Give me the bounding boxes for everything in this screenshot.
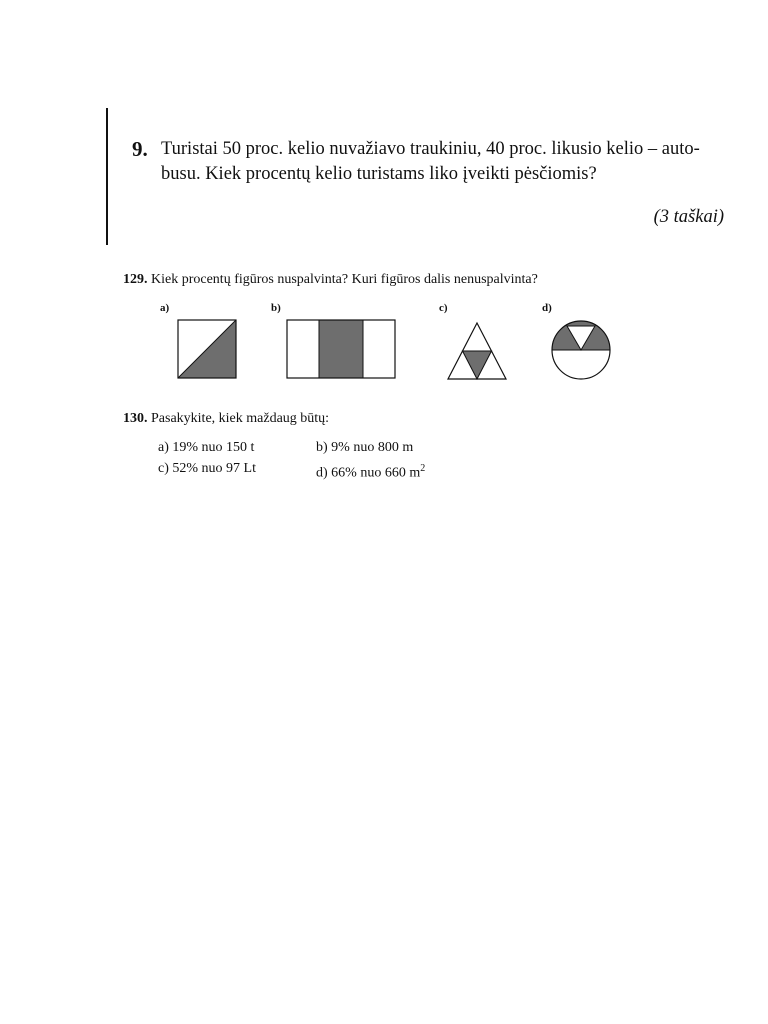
problem-130-item-d <box>316 458 425 484</box>
figure-d-circle <box>549 318 613 382</box>
problem-130-items <box>158 437 425 484</box>
figure-d-label: d) <box>542 302 552 314</box>
figure-c-label: c) <box>439 302 448 314</box>
problem-129-text: Kiek procentų figūros nuspalvinta? Kuri figūros dalis nenuspalvinta? <box>151 272 538 287</box>
problem-130-heading <box>123 410 329 428</box>
item-b-label: b) <box>316 440 328 455</box>
item-d-text: 66% nuo 660 m <box>331 465 421 481</box>
item-a-text: 19% nuo 150 t <box>172 440 255 455</box>
item-a-label: a) <box>158 440 169 455</box>
problem-129-heading <box>123 271 538 289</box>
item-b-text: 9% nuo 800 m <box>331 440 414 455</box>
figure-c-shaded-triangle <box>463 351 492 379</box>
problem-130-item-b <box>316 437 413 458</box>
problem-9-text: Turistai 50 proc. kelio nuvažiavo traukiniu, 40 proc. likusio kelio – auto-busu. Kiek procentų kelio turistams liko įveikti pėsčiomis? <box>161 139 700 184</box>
item-c-label: c) <box>158 461 169 476</box>
figure-b-shaded-strip <box>319 320 363 378</box>
problem-130-item-a <box>158 437 316 458</box>
item-c-text: 52% nuo 97 Lt <box>172 461 256 476</box>
problem-9-points: (3 taškai) <box>653 207 724 227</box>
figure-b-rectangle <box>285 318 397 380</box>
problem-130-row-1 <box>158 437 425 458</box>
figure-c-triangle <box>446 320 508 382</box>
item-d-superscript: 2 <box>420 463 426 474</box>
problem-130-number: 130. <box>123 411 148 426</box>
problem-9-number: 9. <box>132 137 148 161</box>
problem-130-row-2 <box>158 458 425 484</box>
figure-b-label: b) <box>271 302 281 314</box>
margin-bar <box>106 108 108 245</box>
figure-a-label: a) <box>160 302 170 314</box>
problem-130-text: Pasakykite, kiek maždaug būtų: <box>151 411 330 426</box>
problem-130-item-c <box>158 458 316 484</box>
item-d-label: d) <box>316 465 328 481</box>
problem-129-number: 129. <box>123 272 148 287</box>
figure-a-square <box>176 318 238 380</box>
